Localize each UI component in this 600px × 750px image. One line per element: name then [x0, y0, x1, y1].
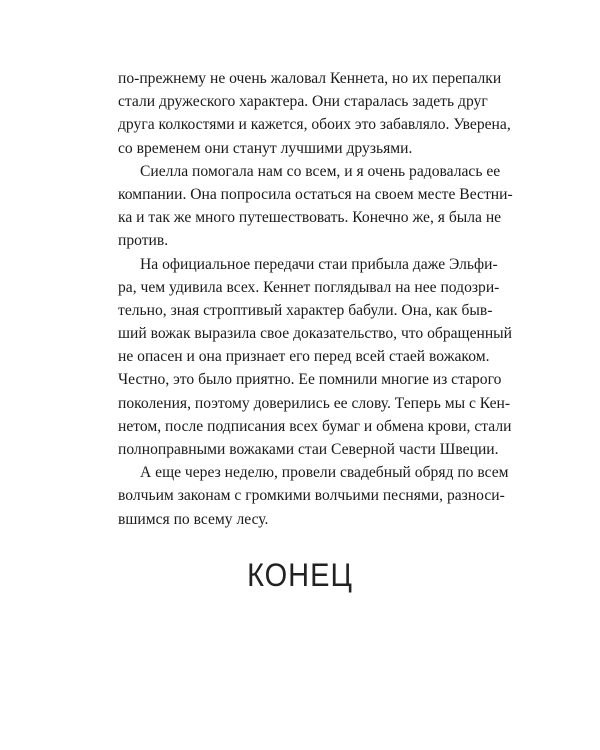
paragraph-4: [118, 461, 509, 531]
text-line: А еще через неделю, провели свадебный обряд по всем: [140, 464, 509, 482]
ending-heading: КОНЕЦ: [247, 558, 353, 594]
text-line: ра, чем удивила всех. Кеннет поглядывал на нее подозри-: [118, 278, 500, 296]
text-line: против.: [118, 232, 169, 250]
body-text: [118, 67, 513, 531]
paragraph-3: [118, 253, 513, 462]
text-line: по-прежнему не очень жаловал Кеннета, но их перепалки: [118, 70, 502, 87]
paragraph-2: [118, 160, 513, 253]
text-line: вшимся по всему лесу.: [118, 510, 269, 528]
text-line: тельно, зная строптивый характер бабули. Она, как быв-: [118, 301, 493, 319]
text-line: друга колкостями и кажется, обоих это забавляло. Уверена,: [118, 116, 511, 134]
text-line: волчьим законам с громкими волчьими песнями, разноси-: [118, 487, 505, 505]
text-line: Сиелла помогала нам со всем, и я очень радовалась ее: [140, 162, 501, 180]
text-line: со временем они станут лучшими друзьями.: [118, 139, 413, 157]
text-line: нетом, после подписания всех бумаг и обмена крови, стали: [118, 417, 512, 435]
text-line: компании. Она попросила остаться на своем месте Вестни-: [118, 185, 513, 203]
text-line: На официальное передачи стаи прибыла даже Эльфи-: [140, 255, 498, 273]
text-line: поколения, поэтому доверились ее слову. Теперь мы с Кен-: [118, 394, 511, 412]
text-line: стали дружеского характера. Они старалась задеть друг: [118, 93, 488, 111]
paragraph-1: [118, 67, 511, 160]
text-line: ка и так же много путешествовать. Конечно же, я была не: [118, 209, 502, 227]
text-line: Честно, это было приятно. Ее помнили многие из старого: [118, 371, 502, 389]
text-line: полноправными вожаками стаи Северной части Швеции.: [118, 441, 499, 458]
text-line: ший вожак выразила свое доказательство, что обращенный: [118, 325, 513, 343]
text-line: не опасен и она признает его перед всей стаей вожаком.: [118, 348, 490, 366]
